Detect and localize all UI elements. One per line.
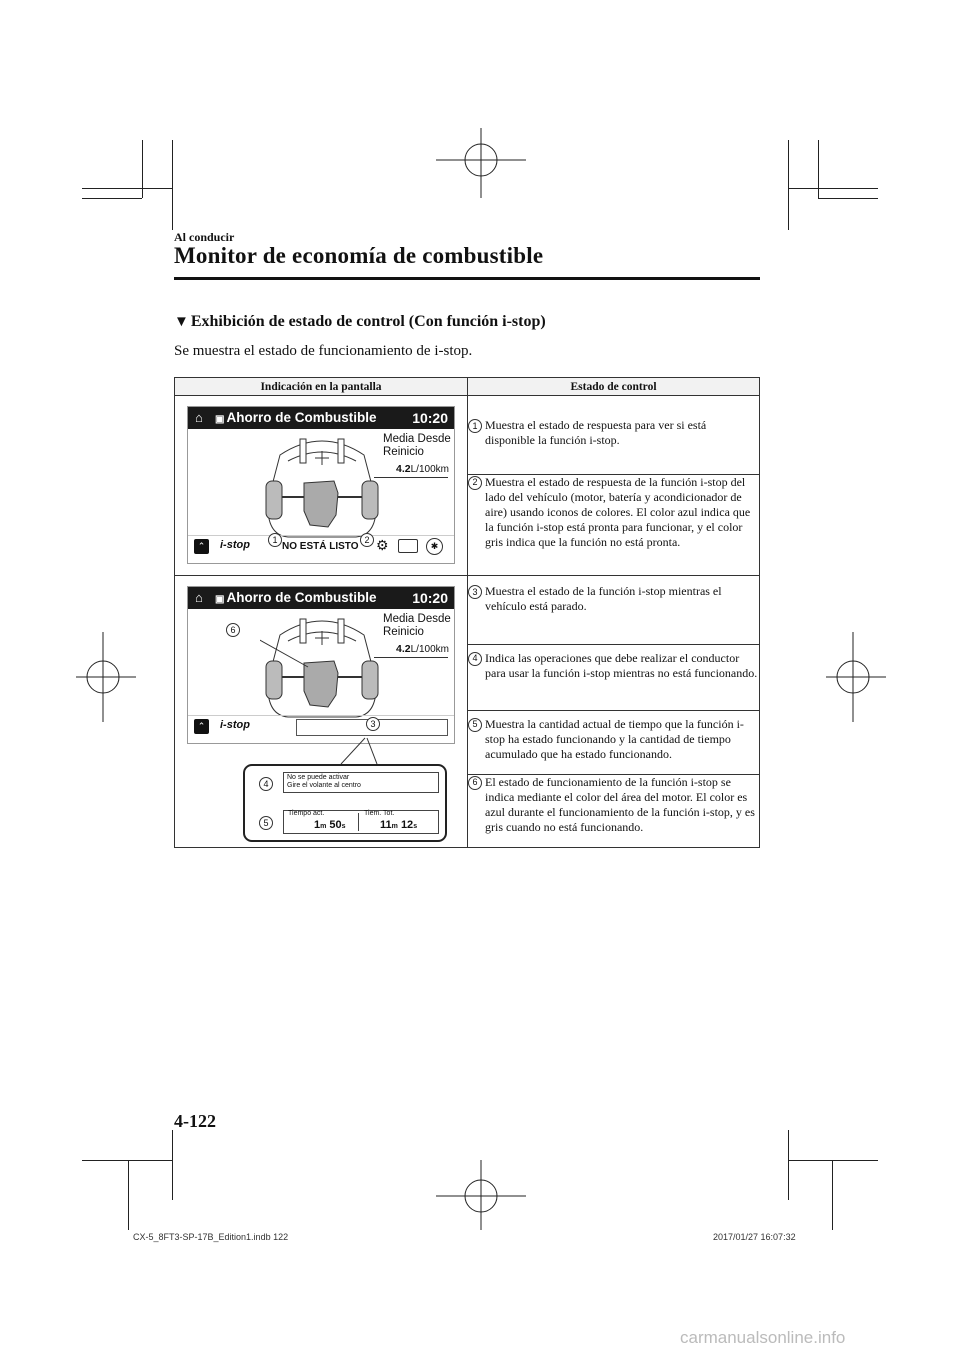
app-title: ▣ Ahorro de Combustible [215, 410, 377, 425]
description-number: 1 [468, 419, 482, 433]
subsection-heading [174, 313, 546, 331]
registration-mark-top [436, 128, 526, 198]
istop-not-ready-text: NO ESTÁ LISTO [282, 541, 359, 552]
registration-mark-right [826, 632, 886, 722]
callout-4: 4 [259, 777, 273, 791]
triangle-bullet-icon: ▼ [174, 313, 189, 330]
total-time-label: Tiem. Tot. [364, 810, 395, 817]
screen-header [188, 587, 454, 609]
current-time-label: Tiempo act. [288, 810, 325, 817]
table-row [175, 396, 760, 475]
vehicle-chassis-diagram [260, 431, 384, 539]
callout-3: 3 [366, 717, 380, 731]
callout-1: 1 [268, 533, 282, 547]
ac-fan-icon: ✱ [426, 538, 443, 555]
description-text: Muestra el estado de la función i-stop mientras el vehículo está parado. [485, 584, 722, 613]
intro-text: Se muestra el estado de funcionamiento de i-stop. [174, 343, 473, 359]
total-time-value: 11m 12s [380, 819, 418, 831]
description-cell-6 [468, 774, 760, 847]
zoom-connector [325, 736, 385, 766]
description-text: Muestra la cantidad actual de tiempo que la función i-stop ha estado funcionando y la cantidad de tiempo acumulado que ha estado funcionando. [485, 716, 744, 761]
home-icon: ⌂ [195, 590, 203, 605]
clock: 10:20 [412, 410, 448, 426]
screen-image-cell-2 [175, 576, 468, 848]
clock: 10:20 [412, 590, 448, 606]
description-number: 4 [468, 652, 482, 666]
description-number: 6 [468, 776, 482, 790]
app-icon: ▣ [215, 414, 225, 425]
value-underline [374, 657, 448, 658]
registration-mark-bottom [436, 1160, 526, 1230]
registration-mark-left [76, 632, 136, 722]
footer-file-name: CX-5_8FT3-SP-17B_Edition1.indb 122 [133, 1232, 289, 1242]
callout-2: 2 [360, 533, 374, 547]
column-header-display: Indicación en la pantalla [175, 378, 468, 396]
home-icon: ⌂ [195, 410, 203, 425]
description-cell-2 [468, 474, 760, 575]
screen-header [188, 407, 454, 429]
istop-label: i-stop [220, 719, 250, 731]
callout-5: 5 [259, 816, 273, 830]
fuel-economy-value: 4.2L/100km [396, 463, 449, 475]
fuel-economy-value: 4.2L/100km [396, 643, 449, 655]
description-text: Muestra el estado de respuesta para ver si está disponible la función i-stop. [485, 418, 707, 447]
subsection-heading-text: Exhibición de estado de control (Con función i-stop) [190, 313, 546, 330]
istop-message-box [283, 772, 439, 793]
average-label: Media Desde Reinicio [383, 613, 451, 638]
footer-timestamp: 2017/01/27 16:07:32 [713, 1232, 796, 1242]
istop-zoom-panel [243, 764, 447, 842]
description-cell-5 [468, 710, 760, 774]
screen-image-cell-1 [175, 396, 468, 576]
table-row [175, 576, 760, 645]
istop-status-table [174, 377, 760, 848]
message-line-1: No se puede activar [287, 774, 350, 781]
current-time-value: 1m 50s [314, 819, 346, 831]
app-icon: ▣ [215, 594, 225, 605]
istop-status-bar [188, 535, 454, 558]
message-line-2: Gire el volante al centro [287, 782, 361, 789]
description-number: 5 [468, 718, 482, 732]
table-header-row [175, 378, 760, 396]
description-number: 3 [468, 585, 482, 599]
description-number: 2 [468, 476, 482, 490]
time-divider [358, 813, 359, 831]
istop-time-box [283, 810, 439, 834]
istop-toggle-button[interactable]: ⌃ [194, 539, 209, 554]
page-number: 4-122 [174, 1111, 216, 1131]
description-text: Indica las operaciones que debe realizar el conductor para usar la función i-stop mientras no está funcionando. [485, 650, 758, 680]
vehicle-chassis-diagram [260, 611, 384, 719]
battery-icon [398, 539, 418, 553]
section-label: Al conducir [174, 230, 235, 244]
description-text: Muestra el estado de respuesta de la función i-stop del lado del vehículo (motor, batería y acondicionador de aire) usando iconos de colores. El color azul indica que la función i-stop está pronta para funcionar, y el color gris indica que la función no está pronta. [485, 474, 751, 549]
column-header-status: Estado de control [468, 378, 760, 396]
fuel-economy-screen-1 [187, 406, 455, 564]
description-cell-3 [468, 576, 760, 645]
istop-label: i-stop [220, 539, 250, 551]
description-text: El estado de funcionamiento de la función i-stop se indica mediante el color del área del motor. El color es azul durante el funcionamiento de la función i-stop, y es gris cuando no está funcionando. [485, 774, 755, 834]
app-title: ▣ Ahorro de Combustible [215, 590, 377, 605]
istop-toggle-button[interactable]: ⌃ [194, 719, 209, 734]
engine-icon: ⚙ [376, 539, 389, 554]
value-underline [374, 477, 448, 478]
page-title: Monitor de economía de combustible [174, 243, 544, 268]
description-cell-4 [468, 644, 760, 710]
fuel-economy-screen-2 [187, 586, 455, 744]
title-rule [174, 277, 760, 280]
callout-6: 6 [226, 623, 240, 637]
watermark: carmanualsonline.info [680, 1328, 846, 1347]
description-cell-1 [468, 396, 760, 475]
istop-status-bar [188, 715, 454, 738]
average-label: Media Desde Reinicio [383, 433, 451, 458]
